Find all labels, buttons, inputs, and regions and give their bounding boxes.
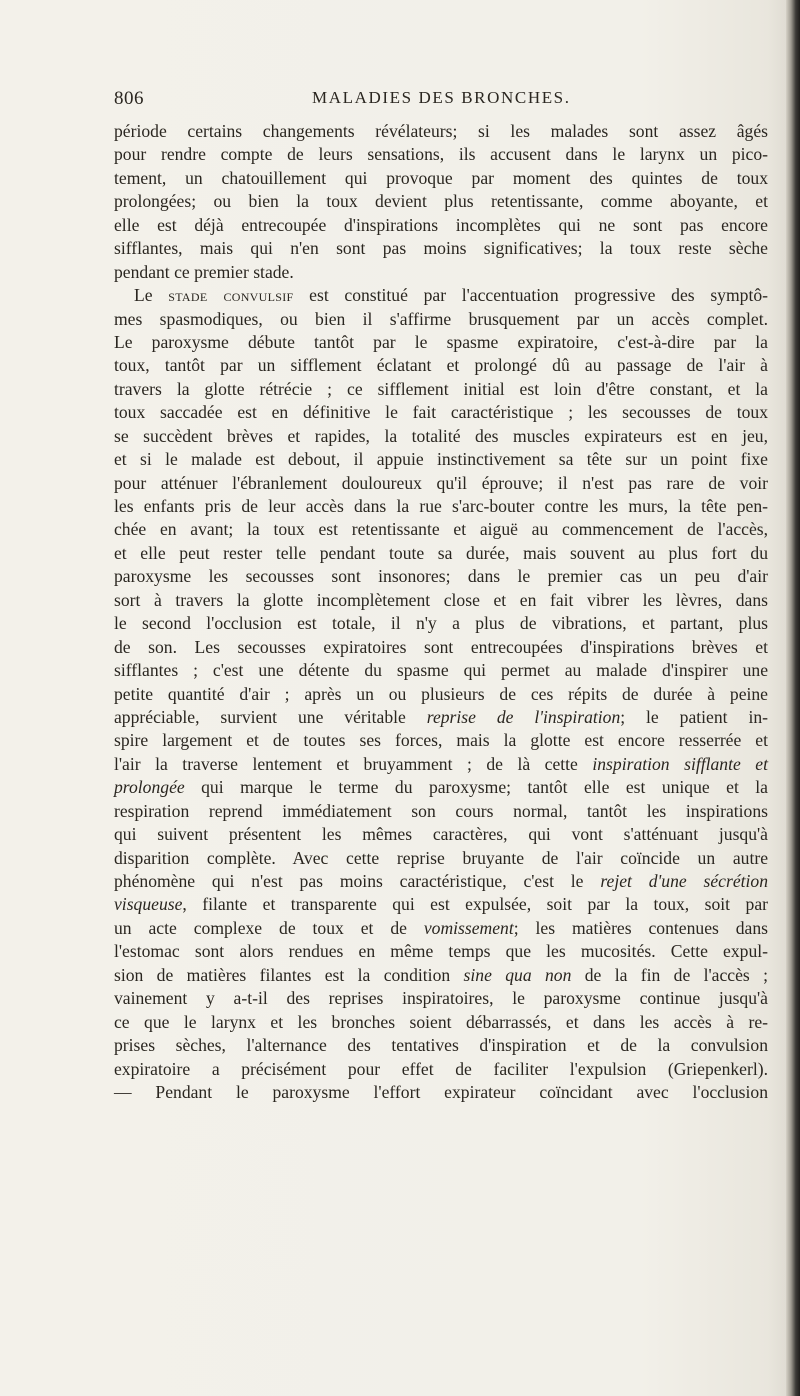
running-title: MALADIES DES BRONCHES. (312, 88, 571, 107)
text-line: tement, un chatouillement qui provoque par moment des quintes de toux (114, 167, 768, 188)
text-line: chée en avant; la toux est retentissante et aiguë au commencement de l'accès, (114, 519, 768, 540)
italic-term: prolongée (114, 777, 185, 798)
text-line: sifflantes, mais qui n'en sont pas moins significatives; la toux reste sèche (114, 238, 768, 259)
text-line: elle est déjà entrecoupée d'inspirations incomplètes qui ne sont pas encore (114, 214, 768, 235)
text-line: vainement y a-t-il des reprises inspiratoires, le paroxysme continue jusqu'à (114, 988, 768, 1009)
text-run: de la fin de l'accès ; (571, 964, 769, 985)
text-line: spire largement et de toutes ses forces, mais la glotte est encore resserrée et (114, 730, 768, 751)
page-number: 806 (114, 88, 144, 109)
text-line (114, 893, 768, 916)
running-head (114, 88, 768, 112)
text-line: et si le malade est debout, il appuie instinctivement sa tête sur un point fixe (114, 449, 768, 470)
text-line: prises sèches, l'alternance des tentatives d'inspiration et de la convulsion (114, 1035, 768, 1056)
text-line: Le paroxysme débute tantôt par le spasme expiratoire, c'est-à-dire par la (114, 331, 768, 352)
text-run: un acte complexe de toux et de (114, 917, 424, 938)
text-line: petite quantité d'air ; après un ou plusieurs de ces répits de durée à peine (114, 683, 768, 704)
text-line: ce que le larynx et les bronches soient débarrassés, et dans les accès à re- (114, 1011, 768, 1032)
text-line (114, 964, 768, 987)
text-run: sion de matières filantes est la condition (114, 964, 464, 985)
text-line: respiration reprend immédiatement son cours normal, tantôt les inspirations (114, 800, 768, 821)
text-line (114, 870, 768, 893)
text-run: l'air la traverse lentement et bruyamment ; de là cette (114, 753, 593, 774)
text-line (114, 753, 768, 776)
text-run: qui marque le terme du paroxysme; tantôt elle est unique et la (184, 777, 768, 798)
text-run: est constitué par l'accentuation progressive des symptô- (293, 285, 768, 306)
text-line: les enfants pris de leur accès dans la rue s'arc-bouter contre les murs, la tête pen- (114, 496, 768, 516)
text-line: se succèdent brèves et rapides, la totalité des muscles expirateurs est en jeu, (114, 425, 768, 446)
text-run: , filante et transparente qui est expulsée, soit par la toux, soit par (182, 894, 768, 915)
text-run: phénomène qui n'est pas moins caractéristique, c'est le (114, 871, 601, 891)
text-line: pour atténuer l'ébranlement douloureux qu'il éprouve; il n'est pas rare de voir (114, 472, 768, 493)
body-text (114, 120, 768, 1104)
stage-heading: stade convulsif (168, 285, 294, 306)
text-line: mes spasmodiques, ou bien il s'affirme brusquement par un accès complet. (114, 308, 768, 329)
text-line: expiratoire a précisément pour effet de faciliter l'expulsion (Griepenkerl). (114, 1058, 768, 1079)
italic-term: reprise de l'inspiration (426, 706, 621, 727)
text-line: travers la glotte rétrécie ; ce sifflement initial est loin d'être constant, et la (114, 378, 768, 399)
text-line: sort à travers la glotte incomplètement close et en fait vibrer les lèvres, dans (114, 589, 768, 610)
text-line: période certains changements révélateurs; si les malades sont assez âgés (114, 121, 768, 141)
italic-term: inspiration sifflante et (592, 753, 768, 774)
text-line: l'estomac sont alors rendues en même temps que les mucosités. Cette expul- (114, 941, 768, 962)
text-line: pour rendre compte de leurs sensations, ils accusent dans le larynx un pico- (114, 144, 768, 165)
italic-term: sine qua non (463, 964, 572, 985)
text-line (114, 776, 768, 799)
text-line (114, 284, 768, 307)
text-line: prolongées; ou bien la toux devient plus retentissante, comme aboyante, et (114, 191, 768, 212)
text-line: pendant ce premier stade. (114, 261, 294, 282)
paragraph-lead: Le (134, 285, 169, 306)
text-line: toux saccadée est en définitive le fait caractéristique ; les secousses de toux (114, 402, 768, 423)
text-line: qui suivent présentent les mêmes caractères, qui vont s'atténuant jusqu'à (114, 824, 768, 845)
text-line: le second l'occlusion est totale, il n'y a plus de vibrations, et partant, plus (114, 613, 768, 634)
text-line (114, 917, 768, 940)
italic-term: vomissement (423, 917, 514, 938)
text-run: ; les matières contenues dans (513, 917, 769, 938)
text-line: toux, tantôt par un sifflement éclatant et prolongé dû au passage de l'air à (114, 355, 768, 376)
text-run: ; le patient in- (620, 706, 768, 727)
text-line (114, 706, 768, 729)
text-run: appréciable, survient une véritable (114, 706, 427, 727)
text-line: paroxysme les secousses sont insonores; dans le premier cas un peu d'air (114, 566, 768, 587)
text-line: — Pendant le paroxysme l'effort expirateur coïncidant avec l'occlusion (114, 1081, 768, 1102)
text-line: de son. Les secousses expiratoires sont entrecoupées d'inspirations brèves et (114, 636, 768, 657)
italic-term: rejet d'une sécrétion (600, 871, 768, 891)
italic-term: visqueuse (114, 894, 183, 915)
text-line: disparition complète. Avec cette reprise bruyante de l'air coïncide un autre (114, 847, 768, 868)
text-line: et elle peut rester telle pendant toute sa durée, mais souvent au plus fort du (114, 542, 768, 563)
text-line: sifflantes ; c'est une détente du spasme qui permet au malade d'inspirer une (114, 660, 768, 681)
page-edge-shadow (786, 0, 800, 1396)
